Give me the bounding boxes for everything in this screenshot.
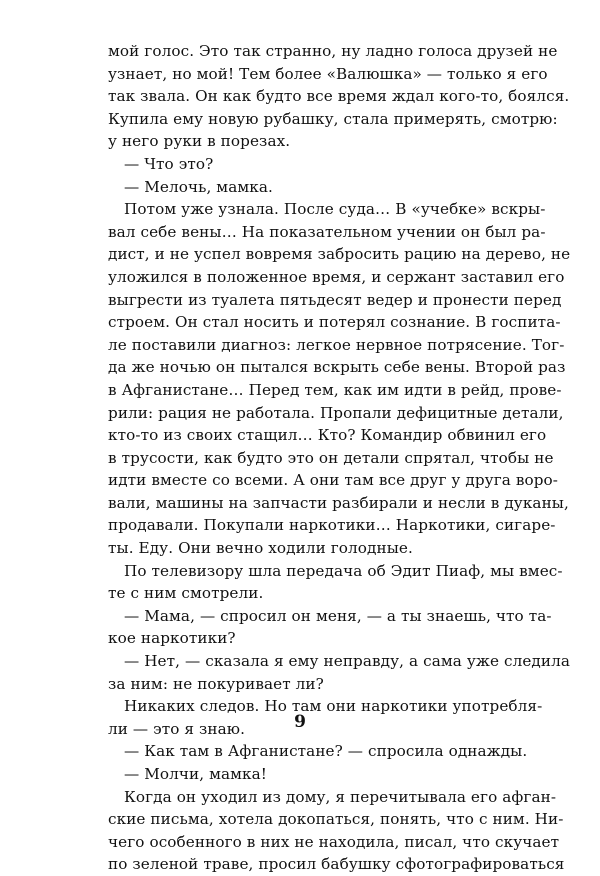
dialogue-line: — Мелочь, мамка. <box>124 177 273 196</box>
dialogue-line: — Молчи, мамка! <box>124 765 268 783</box>
text-line: Когда он уходил из дому, я перечитывала его афган- <box>124 787 557 806</box>
dialogue-line: — Мама, — спросил он меня, — а ты знаешь, что та- <box>124 606 552 625</box>
text-line: Купила ему новую рубашку, стала примерять, смотрю: <box>108 109 558 128</box>
text-line: рили: рация не работала. Пропали дефицитные детали, <box>108 403 564 422</box>
body-text <box>108 40 571 876</box>
text-line: ли — это я знаю. <box>108 719 246 738</box>
text-line: вали, машины на запчасти разбирали и несли в дуканы, <box>108 493 569 512</box>
text-line: вал себе вены… На показательном учении он был ра- <box>108 222 546 241</box>
text-line: в Афганистане… Перед тем, как им идти в рейд, прове- <box>108 380 562 399</box>
text-line: чего особенного в них не находила, писал, что скучает <box>108 832 560 851</box>
text-line: Никаких следов. Но там они наркотики употребля- <box>124 697 543 716</box>
dialogue-line: — Нет, — сказала я ему неправду, а сама уже следила <box>124 652 570 671</box>
text-line: у него руки в порезах. <box>108 132 291 151</box>
text-line: кое наркотики? <box>108 629 236 648</box>
text-line: уложился в положенное время, и сержант заставил его <box>108 267 565 286</box>
text-line: идти вместе со всеми. А они там все друг у друга воро- <box>108 471 559 490</box>
text-line: так звала. Он как будто все время ждал кого-то, боялся. <box>108 87 570 106</box>
text-line: да же ночью он пытался вскрыть себе вены. Второй раз <box>108 358 566 377</box>
text-line: в трусости, как будто это он детали спрятал, чтобы не <box>108 448 554 467</box>
text-line: те с ним смотрели. <box>108 584 264 603</box>
text-line: строем. Он стал носить и потерял сознание. В госпита- <box>108 313 561 332</box>
text-line: выгрести из туалета пятьдесят ведер и пронести перед <box>108 290 562 309</box>
text-line: дист, и не успел вовремя забросить рацию на дерево, не <box>108 245 571 264</box>
text-line: ские письма, хотела докопаться, понять, что с ним. Ни- <box>108 810 564 829</box>
text-line: за ним: не покуривает ли? <box>108 674 324 693</box>
text-line: кто-то из своих стащил… Кто? Командир обвинил его <box>108 426 547 445</box>
text-line: мой голос. Это так странно, ну ладно голоса друзей не <box>108 42 558 60</box>
dialogue-line: — Как там в Афганистане? — спросила однажды. <box>124 742 528 761</box>
dialogue-line: — Что это? <box>124 154 214 173</box>
text-line: По телевизору шла передача об Эдит Пиаф, мы вмес- <box>124 561 563 580</box>
text-line: по зеленой траве, просил бабушку сфотографироваться <box>108 855 565 874</box>
text-line: Потом уже узнала. После суда… В «учебке» вскры- <box>124 200 546 219</box>
page-number: 9 <box>294 712 306 732</box>
text-line: узнает, но мой! Тем более «Валюшка» — только я его <box>108 64 548 83</box>
text-line: продавали. Покупали наркотики… Наркотики, сигаре- <box>108 516 556 535</box>
text-line: ле поставили диагноз: легкое нервное потрясение. Тог- <box>108 335 565 354</box>
text-line: ты. Еду. Они вечно ходили голодные. <box>108 539 413 558</box>
